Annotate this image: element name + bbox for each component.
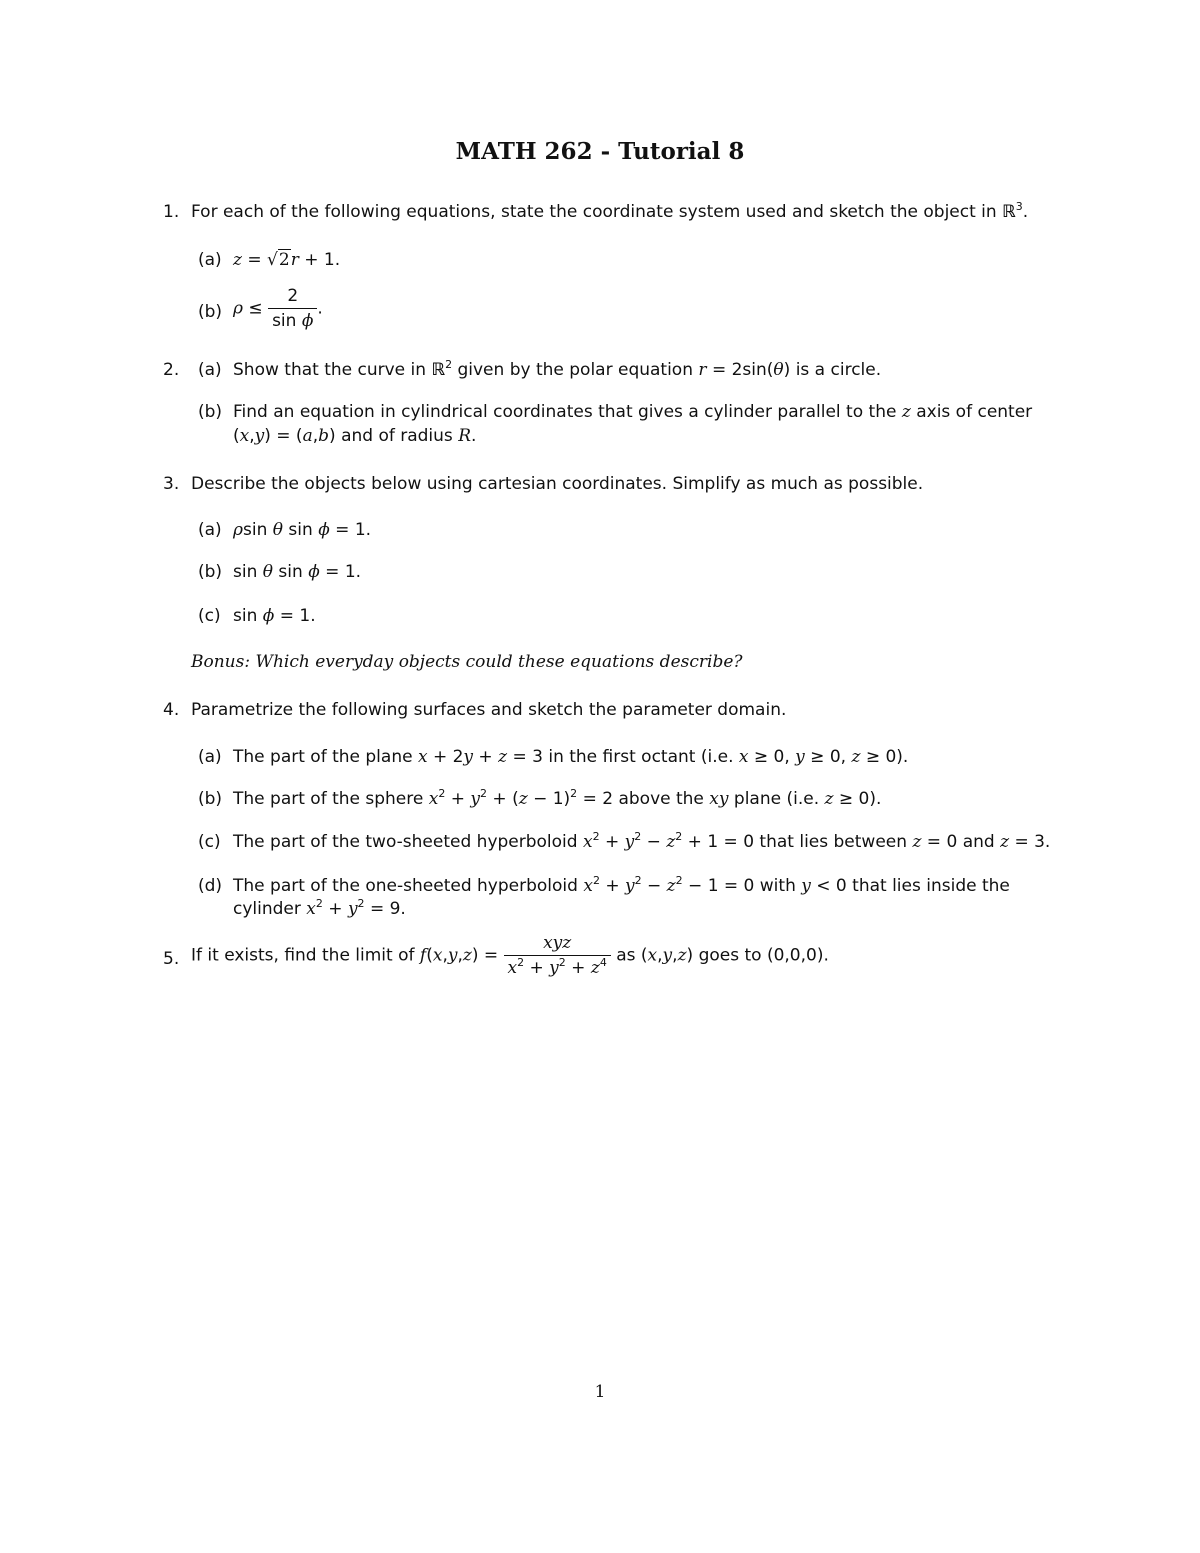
- q3c-equation: sin ϕ = 1.: [233, 606, 316, 626]
- q3b-label: (b): [198, 562, 223, 582]
- q1a-label: (a): [198, 250, 222, 270]
- q3-text: Describe the objects below using cartesian coordinates. Simplify as much as possible.: [191, 474, 924, 494]
- q4a-label: (a): [198, 747, 222, 767]
- q4c-label: (c): [198, 832, 221, 852]
- q2b-label: (b): [198, 402, 223, 422]
- q3-bonus: Bonus: Which everyday objects could these equations describe?: [191, 652, 743, 672]
- q4c-text: The part of the two-sheeted hyperboloid $x^2 + y^2 - z^2 + 1 = 0$ that lies between z = 0 and z = 3.: [233, 830, 1051, 852]
- q1-number: 1.: [163, 202, 180, 222]
- q2a-text: Show that the curve in ℝ$^2$ given by the polar equation r = 2sin(θ) is a circle.: [233, 358, 882, 380]
- q4a-text: The part of the plane x + 2y + z = 3 in the first octant (i.e. x ≥ 0, y ≥ 0, z ≥ 0).: [233, 747, 909, 767]
- q4d-line2: cylinder $x^2 + y^2 = 9$.: [233, 897, 406, 919]
- q1a-equation: z = √2r + 1.: [233, 250, 341, 270]
- q2b-line1: Find an equation in cylindrical coordinates that gives a cylinder parallel to the z axis of center: [233, 402, 1033, 422]
- q4d-label: (d): [198, 876, 223, 896]
- q4-number: 4.: [163, 700, 180, 720]
- q2b-line2: (x,y) = (a,b) and of radius R.: [233, 426, 477, 446]
- q1b-label: (b): [198, 302, 223, 322]
- q5-text: If it exists, find the limit of f(x,y,z) = $\frac{\text{xyz}}{x^2 + y^2 + z^4}$ as (x,y,z) goes to (0,0,0).: [191, 933, 829, 978]
- page-number: 1: [594, 1382, 606, 1402]
- q1b-equation: ρ ≤ $\frac{2}{\text{sin ϕ}}$ .: [233, 286, 323, 331]
- q4b-text: The part of the sphere $x^2 + y^2 + (z - 1)^2 = 2$ above the xy plane (i.e. z ≥ 0).: [233, 787, 882, 809]
- q4b-label: (b): [198, 789, 223, 809]
- q3b-equation: sin θ sin ϕ = 1.: [233, 562, 362, 582]
- q3c-label: (c): [198, 606, 221, 626]
- q2a-label: (a): [198, 360, 222, 380]
- q3-number: 3.: [163, 474, 180, 494]
- q1-text: For each of the following equations, state the coordinate system used and sketch the object in ℝ$^3$.: [191, 200, 1029, 222]
- q2-number: 2.: [163, 360, 180, 380]
- q4d-line1: The part of the one-sheeted hyperboloid $x^2 + y^2 - z^2 - 1 = 0$ with y < 0 that lies inside the: [233, 874, 1010, 896]
- q5-number: 5.: [163, 949, 180, 969]
- q3a-equation: ρsin θ sin ϕ = 1.: [233, 520, 372, 540]
- q3a-label: (a): [198, 520, 222, 540]
- page-title: MATH 262 - Tutorial 8: [455, 138, 745, 165]
- q4-text: Parametrize the following surfaces and sketch the parameter domain.: [191, 700, 787, 720]
